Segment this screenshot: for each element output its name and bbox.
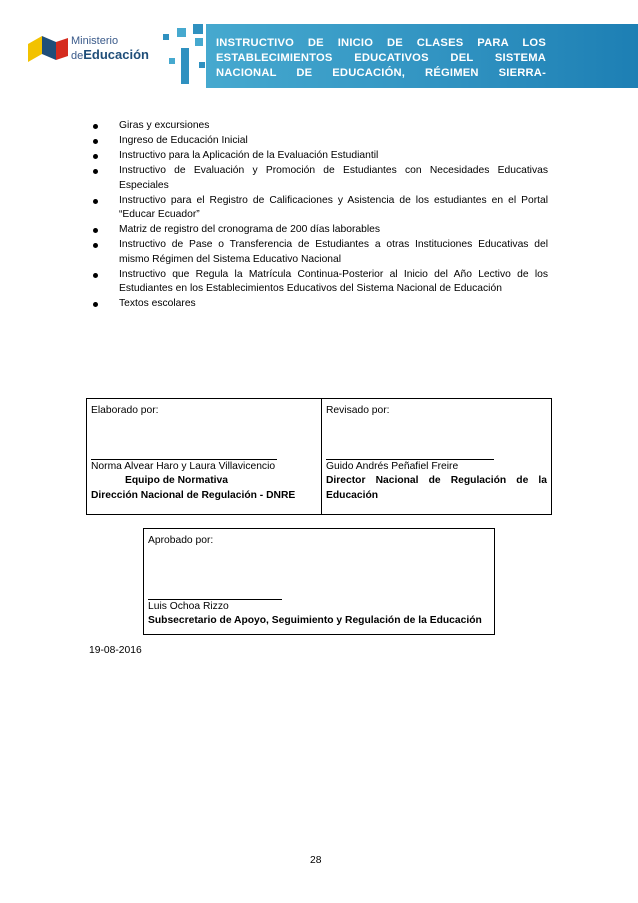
signature-line: [91, 449, 277, 460]
aprobado-label: Aprobado por:: [148, 535, 214, 546]
list-item-text: Instructivo para el Registro de Calificaciones y Asistencia de los estudiantes en el Portal “Educar Ecuador”: [119, 194, 548, 220]
aprobado-role: Subsecretario de Apoyo, Seguimiento y Regulación de la Educación: [148, 615, 482, 626]
elaborado-role: Equipo de Normativa: [125, 475, 228, 486]
list-item: [93, 297, 548, 312]
list-item: [93, 149, 548, 164]
document-list: [93, 119, 548, 312]
list-item-text: Textos escolares: [119, 298, 196, 309]
elaborado-cell: [87, 399, 322, 514]
list-item-text: Instructivo para la Aplicación de la Evaluación Estudiantil: [119, 150, 379, 161]
revisado-unit: Educación: [326, 489, 379, 501]
ministerio-logo: [28, 30, 148, 74]
header-banner: [206, 24, 638, 88]
bullet-icon: [93, 154, 98, 159]
revisado-role: Director Nacional de Regulación de la: [326, 475, 547, 486]
logo-flag-icon: [28, 32, 70, 68]
page-number: 28: [310, 855, 322, 866]
bullet-icon: [93, 243, 98, 248]
signature-table: [86, 398, 552, 515]
elaborado-unit: Dirección Nacional de Regulación - DNRE: [91, 489, 296, 501]
bullet-icon: [93, 199, 98, 204]
list-item-text: Giras y excursiones: [119, 120, 210, 131]
list-item-text: Instructivo de Pase o Transferencia de Estudiantes a otras Instituciones Educativas del mismo Régimen del Sistema Educativo Nacional: [119, 239, 548, 265]
document-date: 19-08-2016: [89, 645, 142, 656]
list-item: [93, 223, 548, 238]
list-item-text: Instructivo de Evaluación y Promoción de Estudiantes con Necesidades Educativas Especiales: [119, 165, 548, 191]
bullet-icon: [93, 139, 98, 144]
list-item: [93, 164, 548, 193]
document-title: INSTRUCTIVO DE INICIO DE CLASES PARA LOS ESTABLECIMIENTOS EDUCATIVOS DEL SISTEMA NACIONAL DE EDUCACIÓN, RÉGIMEN SIERRA-: [216, 37, 546, 79]
list-item: [93, 194, 548, 223]
bullet-icon: [93, 124, 98, 129]
signature-line: [148, 589, 282, 600]
list-item: [93, 119, 548, 134]
elaborado-label: Elaborado por:: [91, 405, 159, 416]
list-item-text: Ingreso de Educación Inicial: [119, 135, 248, 146]
bullet-icon: [93, 302, 98, 307]
list-item: [93, 268, 548, 297]
aprobado-box: [143, 528, 495, 635]
elaborado-name: Norma Alvear Haro y Laura Villavicencio: [91, 460, 276, 472]
list-item-text: Instructivo que Regula la Matrícula Continua-Posterior al Inicio del Año Lectivo de los Estudiantes en los Establecimientos Educativos del Sistema Nacional de Educación: [119, 268, 548, 294]
list-item: [93, 134, 548, 149]
aprobado-name: Luis Ochoa Rizzo: [148, 600, 229, 612]
revisado-name: Guido Andrés Peñafiel Freire: [326, 460, 459, 472]
bullet-icon: [93, 273, 98, 278]
bullet-icon: [93, 169, 98, 174]
revisado-cell: [322, 399, 551, 514]
revisado-label: Revisado por:: [326, 405, 390, 416]
list-item: [93, 238, 548, 267]
list-item-text: Matriz de registro del cronograma de 200 días laborables: [119, 224, 380, 235]
logo-line1: Ministerio: [71, 35, 119, 47]
logo-line2-main: Educación: [83, 47, 149, 62]
bullet-icon: [93, 228, 98, 233]
signature-line: [326, 449, 494, 460]
logo-line2-prefix: de: [71, 50, 84, 62]
